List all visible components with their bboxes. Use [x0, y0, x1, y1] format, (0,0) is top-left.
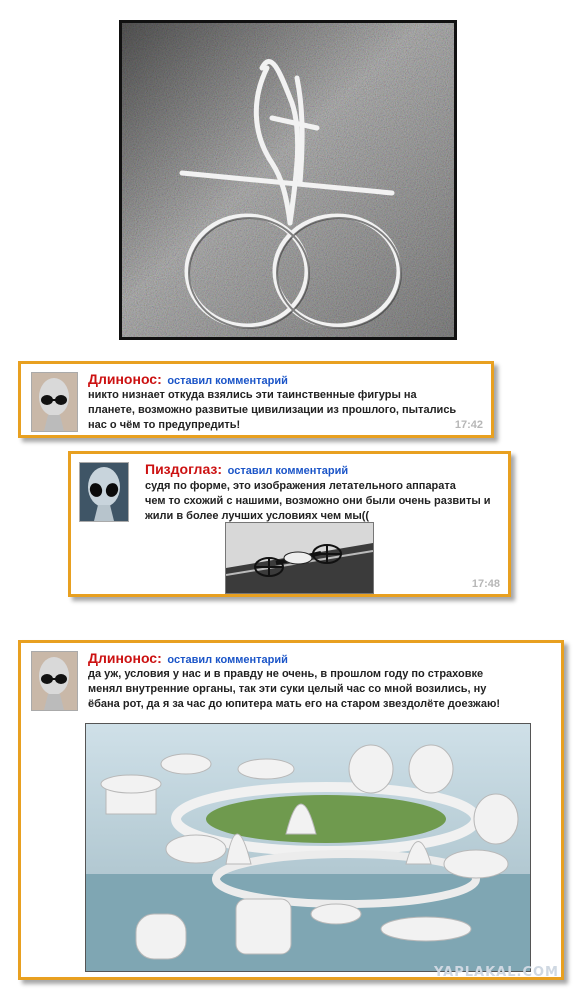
author-name[interactable]: Длинонос:: [88, 371, 162, 387]
crop-circle-petroglyph-photo-icon: [122, 23, 454, 337]
comment-action: оставил комментарий: [167, 654, 288, 666]
comment-card: [18, 640, 564, 980]
comment-time: 17:48: [471, 578, 500, 590]
comment-header: [88, 650, 288, 668]
comment-text: да уж, условия у нас и в правду не очень, в прошлом году по страховке менял внутренние органы, так эти суки целый час со мной возились, ну ёбана рот, да я за час до юпитера мать его на старом звездолёте доезжаю!: [88, 668, 501, 710]
drone-on-road-photo-icon: [226, 523, 373, 593]
comment-header: [145, 461, 348, 479]
site-watermark: YAPLAKAL.COM: [434, 965, 559, 980]
comment-action: оставил комментарий: [227, 465, 349, 477]
grey-alien-sunglasses-avatar-icon: [32, 373, 77, 431]
comment-card: [68, 451, 511, 597]
futuristic-city-render-icon: [86, 724, 530, 971]
comment-text: никто низнает откуда взялись эти таинственные фигуры на планете, возможно развитые цивилизации из прошлого, пытались нас о чём то предупредить!: [88, 389, 457, 431]
comment-action: оставил комментарий: [167, 375, 288, 387]
avatar[interactable]: [31, 651, 78, 711]
comment-text: судя по форме, это изображения летательного аппарата чем то схожий с нашими, возможно они были очень развиты и жили в более лучших условиях чем мы((: [145, 480, 491, 522]
futuristic-city-photo[interactable]: [85, 723, 531, 972]
author-name[interactable]: Длинонос:: [88, 650, 162, 666]
comment-card: [18, 361, 494, 438]
comment-header: [88, 371, 288, 389]
comment-time: 17:42: [454, 419, 483, 431]
grey-alien-sunglasses-avatar-icon: [32, 652, 77, 710]
avatar[interactable]: [31, 372, 78, 432]
grey-alien-avatar-icon: [80, 463, 128, 521]
avatar[interactable]: [79, 462, 129, 522]
author-name[interactable]: Пиздоглаз:: [145, 461, 223, 477]
drone-photo[interactable]: [225, 522, 374, 594]
petroglyph-photo: [119, 20, 457, 340]
